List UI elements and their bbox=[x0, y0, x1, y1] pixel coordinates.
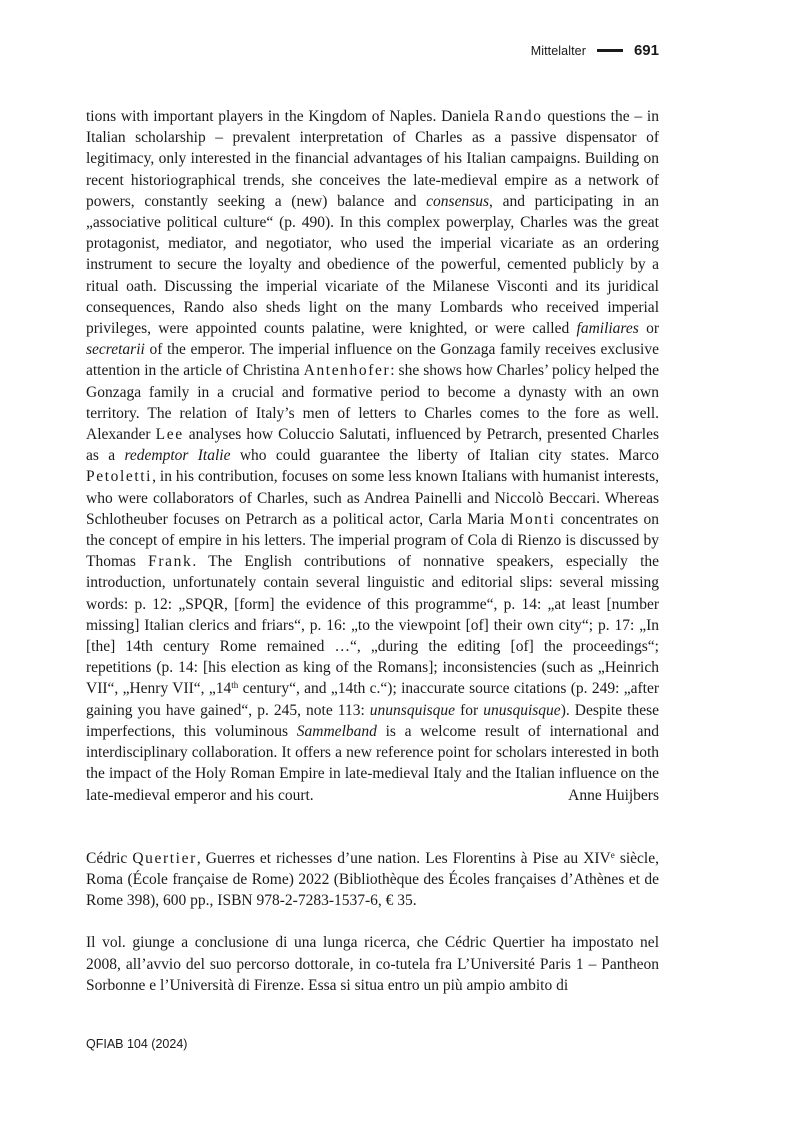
author-name: Petoletti bbox=[86, 468, 153, 486]
superscript: e bbox=[610, 849, 615, 860]
italic-term: Sammelband bbox=[296, 722, 377, 740]
italic-term: secretarii bbox=[86, 341, 145, 359]
section-title: Mittelalter bbox=[530, 43, 586, 58]
author-name: Lee bbox=[155, 426, 184, 444]
italic-term: familiares bbox=[576, 320, 639, 338]
author-name: Monti bbox=[509, 510, 556, 528]
book-author: Quertier bbox=[132, 849, 197, 867]
page-body bbox=[86, 106, 659, 996]
italic-term: redemptor Italie bbox=[124, 447, 231, 465]
page-number: 691 bbox=[633, 42, 659, 59]
author-name: Antenhofer bbox=[303, 362, 391, 380]
author-name: Frank bbox=[148, 553, 193, 571]
running-header bbox=[531, 42, 659, 59]
journal-footer: QFIAB 104 (2024) bbox=[86, 1037, 188, 1051]
reviewer-signature: Anne Huijbers bbox=[568, 786, 659, 804]
spacer bbox=[86, 911, 659, 932]
author-name: Rando bbox=[494, 108, 543, 125]
header-rule bbox=[597, 49, 623, 52]
superscript: th bbox=[231, 680, 239, 691]
spacer bbox=[86, 806, 659, 848]
review-paragraph-2: Il vol. giunge a conclusione di una lunga ricerca, che Cédric Quertier ha impostato nel 2008, all’avvio del suo percorso dottorale, in co-tutela fra L’Université Paris 1 – Pantheon Sorbonne e l’Università di Firenze. Essa si situa entro un più ampio ambito di bbox=[86, 934, 659, 994]
review-paragraph: tions with important players in the Kingdom of Naples. Daniela Rando questions the – in Italian scholarship – prevalent interpretation of Charles as a passive dispensator of legitimacy, only interested in the financial advantages of his Italian campaigns. Building on recent historiographical trends, she conceives the late-medieval empire as a network of powers, constantly seeking a (new) balance and consensus, and participating in an „associative political culture“ (p. 490). In this complex powerplay, Charles was the great protagonist, mediator, and negotiator, who used the imperial vicariate as an ordering instrument to secure the loyalty and obedience of the powerful, cemented publicly by a ritual oath. Discussing the imperial vicariate of the Milanese Visconti and its juridical consequences, Rando also sheds light on the many Lombards who received imperial privileges, were appointed counts palatine, were knighted, or were called familiares or secretarii of the emperor. The imperial influence on the Gonzaga family receives exclusive attention in the article of Christina Antenhofer: she shows how Charles’ policy helped the Gonzaga family in a crucial and formative period to become a dynasty with an own territory. The relation of Italy’s men of letters to Charles comes to the fore as well. Alexander Lee analyses how Coluccio Salutati, influenced by Petrarch, presented Charles as a redemptor Italie who could guarantee the liberty of Italian city states. Marco Petoletti, in his contribution, focuses on some less known Italians with humanist interests, who were collaborators of Charles, such as Andrea Painelli and Niccolò Beccari. Whereas Schlotheuber focuses on Petrarch as a political actor, Carla Maria Monti concentrates on the concept of empire in his letters. The imperial program of Cola di Rienzo is discussed by Thomas Frank. The English contributions of nonnative speakers, especially the introduction, unfortunately contain several linguistic and editorial slips: several missing words: p. 12: „SPQR, [form] the evidence of this programme“, p. 14: „at least [number missing] Italian clerics and friars“, p. 16: „to the viewpoint [of] their own city“; p. 17: „In [the] 14th century Rome remained …“, „during the editing [of] the proceedings“; repetitions (p. 14: [his election as king of the Romans]; inconsistencies (such as „Heinrich VII“, „Henry VII“, „14th century“, and „14th c.“); inaccurate source citations (p. 249: „after gaining you have gained“, p. 245, note 113: ununsquisque for unusquisque). Despite these imperfections, this voluminous Sammelband is a welcome result of international and interdisciplinary collaboration. It offers a new reference point for scholars interested in both the impact of the Holy Roman Empire in late-medieval Italy and the Italian influence on the late-medieval emperor and his court. Anne Huijbers bbox=[86, 106, 659, 806]
italic-term: ununsquisque bbox=[369, 701, 456, 719]
italic-term: consensus bbox=[426, 192, 490, 210]
book-citation: Cédric Quertier, Guerres et richesses d’une nation. Les Florentins à Pise au XIVe siècle, Roma (École française de Rome) 2022 (Bibliothèque des Écoles françaises d’Athènes et de Rome 398), 600 pp., ISBN 978-2-7283-1537-6, € 35. bbox=[86, 849, 659, 910]
italic-term: unusquisque bbox=[483, 701, 561, 719]
